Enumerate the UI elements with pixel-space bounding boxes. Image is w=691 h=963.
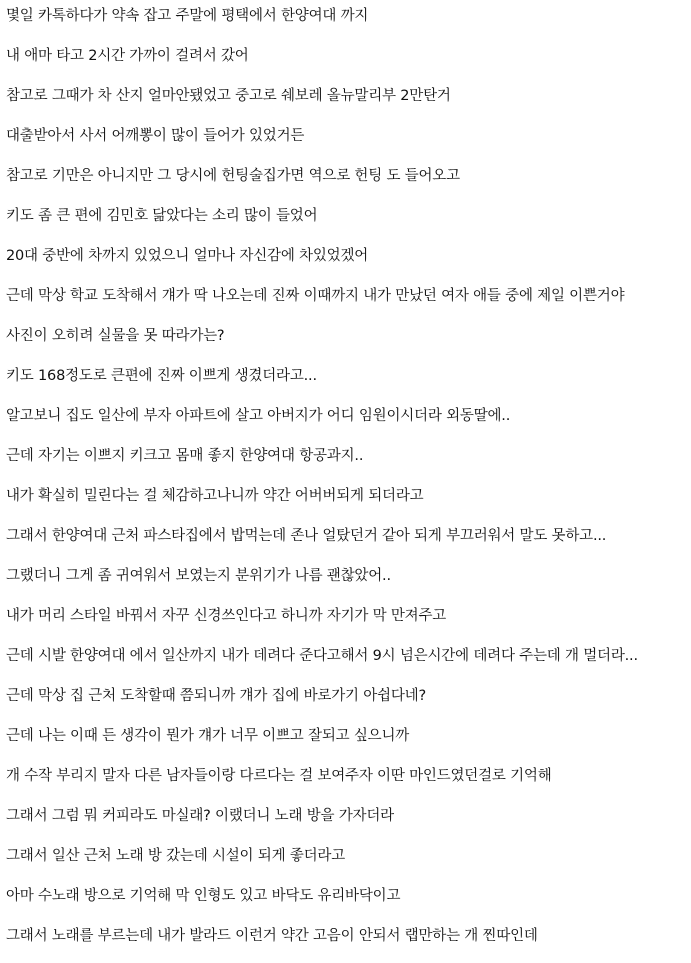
text-line: 20대 중반에 차까지 있었으니 얼마나 자신감에 차있었겠어 xyxy=(6,248,369,264)
text-line: 키도 좀 큰 편에 김민호 닮았다는 소리 많이 들었어 xyxy=(6,208,318,224)
post-body xyxy=(6,3,690,963)
text-line: 근데 나는 이때 든 생각이 뭔가 걔가 너무 이쁘고 잘되고 싶으니까 xyxy=(6,728,410,744)
text-line: 아마 수노래 방으로 기억해 막 인형도 있고 바닥도 유리바닥이고 xyxy=(6,888,401,904)
text-line: 개 수작 부리지 말자 다른 남자들이랑 다르다는 걸 보여주자 이딴 마인드였던걸로 기억해 xyxy=(6,768,552,784)
text-line: 그랬더니 그게 좀 귀여워서 보였는지 분위기가 나름 괜찮았어.. xyxy=(6,568,391,584)
text-line: 알고보니 집도 일산에 부자 아파트에 살고 아버지가 어디 임원이시더라 외동딸에.. xyxy=(6,408,511,424)
text-line: 대출받아서 사서 어깨뽕이 많이 들어가 있었거든 xyxy=(6,128,305,144)
text-line: 그래서 노래를 부르는데 내가 발라드 이런거 약간 고음이 안되서 랩만하는 개 찐따인데 xyxy=(6,928,538,944)
text-line: 근데 자기는 이쁘지 키크고 몸매 좋지 한양여대 항공과지.. xyxy=(6,448,364,464)
text-line: 그래서 그럼 뭐 커피라도 마실래? 이랬더니 노래 방을 가자더라 xyxy=(6,808,394,824)
text-line: 몇일 카톡하다가 약속 잡고 주말에 평택에서 한양여대 까지 xyxy=(6,8,369,24)
text-line: 그래서 한양여대 근처 파스타집에서 밥먹는데 존나 얼탔던거 같아 되게 부끄러워서 말도 못하고... xyxy=(6,528,607,544)
text-line: 내가 머리 스타일 바꿔서 자꾸 신경쓰인다고 하니까 자기가 막 만져주고 xyxy=(6,608,447,624)
text-line: 참고로 그때가 차 산지 얼마안됐었고 중고로 쉐보레 올뉴말리부 2만탄거 xyxy=(6,88,451,104)
text-line: 사진이 오히려 실물을 못 따라가는? xyxy=(6,328,225,344)
text-line: 그래서 일산 근처 노래 방 갔는데 시설이 되게 좋더라고 xyxy=(6,848,346,864)
text-line: 근데 시발 한양여대 에서 일산까지 내가 데려다 준다고해서 9시 넘은시간에 데려다 주는데 개 멀더라... xyxy=(6,648,638,664)
text-line: 근데 막상 학교 도착해서 걔가 딱 나오는데 진짜 이때까지 내가 만났던 여자 애들 중에 제일 이쁜거야 xyxy=(6,288,625,304)
text-line: 참고로 기만은 아니지만 그 당시에 헌팅술집가면 역으로 헌팅 도 들어오고 xyxy=(6,168,460,184)
text-line: 내 애마 타고 2시간 가까이 걸려서 갔어 xyxy=(6,48,249,64)
text-line: 키도 168정도로 큰편에 진짜 이쁘게 생겼더라고... xyxy=(6,368,317,384)
text-line: 근데 막상 집 근처 도착할때 쯤되니까 걔가 집에 바로가기 아쉽다네? xyxy=(6,688,426,704)
text-line: 내가 확실히 밀린다는 걸 체감하고나니까 약간 어버버되게 되더라고 xyxy=(6,488,424,504)
